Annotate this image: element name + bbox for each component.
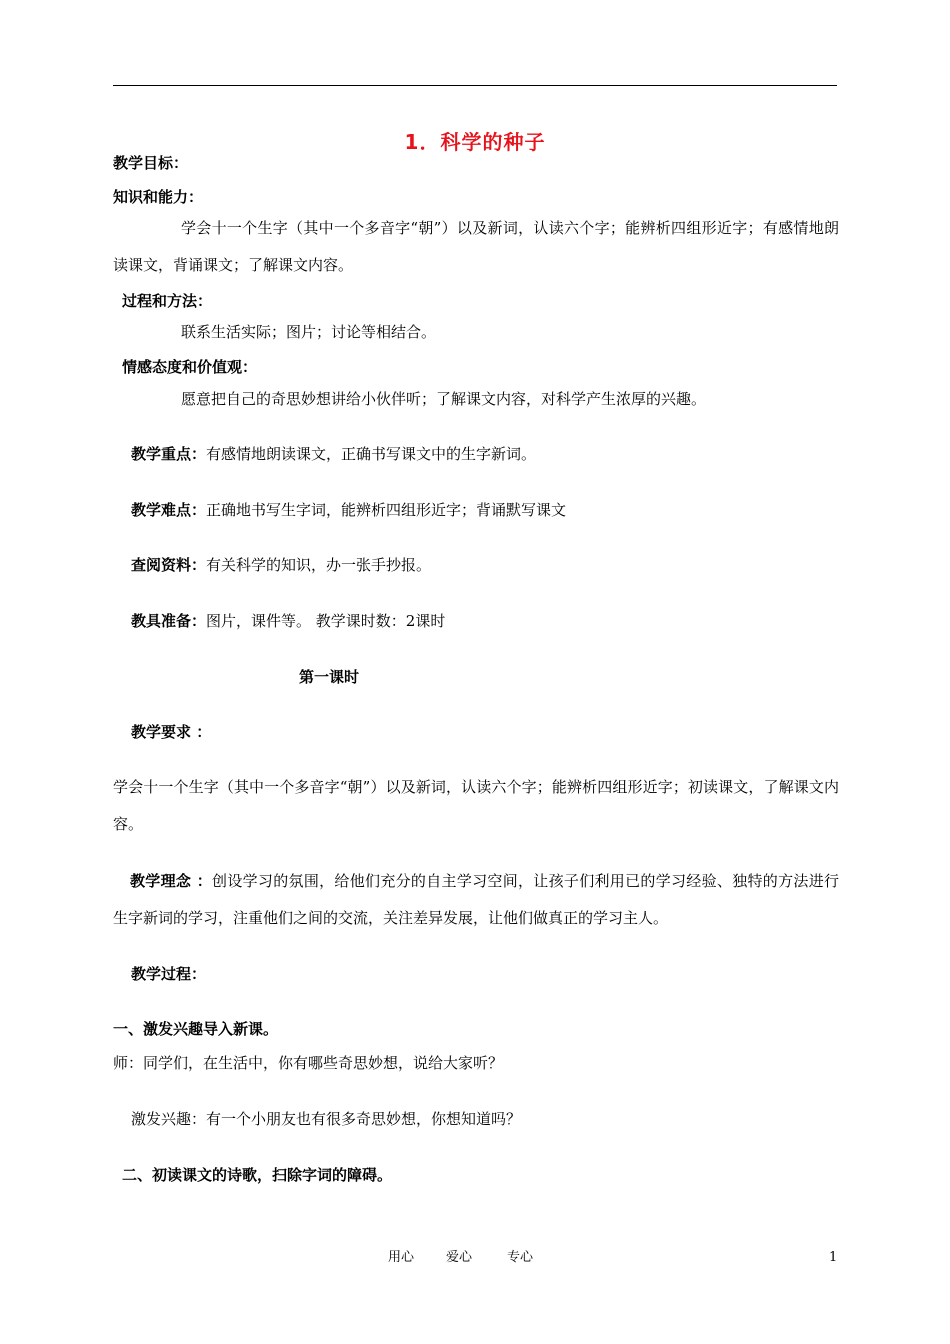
objectives-heading: 教学目标： <box>113 154 189 172</box>
tools-line <box>131 611 445 631</box>
emotion-text: 愿意把自己的奇思妙想讲给小伙伴听；了解课文内容，对科学产生浓厚的兴趣。 <box>181 390 707 408</box>
lesson-title: 1．科学的种子 <box>404 130 546 154</box>
lesson-heading: 第一课时 <box>299 668 360 686</box>
knowledge-text: 学会十一个生字（其中一个多音字“朝”）以及新词，认读六个字；能辨析四组形近字；有感情地朗读课文，背诵课文；了解课文内容。 <box>113 219 839 274</box>
process-heading: 过程和方法： <box>122 292 213 310</box>
process-steps-heading: 教学过程： <box>131 965 207 983</box>
requirements-heading: 教学要求 ： <box>131 723 212 741</box>
materials-text: 有关科学的知识，办一张手抄报。 <box>206 556 432 574</box>
step2-heading: 二、初读课文的诗歌，扫除字词的障碍。 <box>122 1166 393 1184</box>
step1-heading: 一、激发兴趣导入新课。 <box>113 1020 279 1038</box>
difficulty-line <box>131 500 566 520</box>
page-number: 1 <box>829 1250 838 1265</box>
philosophy-text: 创设学习的氛围，给他们充分的自主学习空间，让孩子们利用已的学习经验、独特的方法进行生字新词的学习，注重他们之间的交流，关注差异发展，让他们做真正的学习主人。 <box>113 872 839 927</box>
materials-line <box>131 555 431 575</box>
materials-label: 查阅资料： <box>131 556 207 574</box>
keypoint-line <box>131 444 536 464</box>
philosophy-label: 教学理念 ： <box>130 872 213 890</box>
step1-teacher: 师：同学们，在生活中，你有哪些奇思妙想，说给大家听？ <box>113 1054 504 1072</box>
footer-motto-3: 专心 <box>507 1250 534 1265</box>
header-rule <box>113 85 837 86</box>
process-text: 联系生活实际；图片；讨论等相结合。 <box>181 323 437 341</box>
keypoint-label: 教学重点： <box>131 445 207 463</box>
tools-label: 教具准备： <box>131 612 207 630</box>
keypoint-text: 有感情地朗读课文，正确书写课文中的生字新词。 <box>206 445 537 463</box>
emotion-heading: 情感态度和价值观： <box>122 358 258 376</box>
difficulty-text: 正确地书写生字词，能辨析四组形近字；背诵默写课文 <box>206 501 567 519</box>
footer-motto-2: 爱心 <box>446 1250 473 1265</box>
step1-interest: 激发兴趣：有一个小朋友也有很多奇思妙想，你想知道吗？ <box>131 1110 522 1128</box>
footer-motto-1: 用心 <box>388 1250 415 1265</box>
difficulty-label: 教学难点： <box>131 501 207 519</box>
philosophy-paragraph <box>113 863 839 937</box>
tools-text: 图片，课件等。 教学课时数：2课时 <box>206 612 446 630</box>
knowledge-heading: 知识和能力： <box>113 188 204 206</box>
requirements-text: 学会十一个生字（其中一个多音字“朝”）以及新词，认读六个字；能辨析四组形近字；初读课文，了解课文内容。 <box>113 778 839 833</box>
